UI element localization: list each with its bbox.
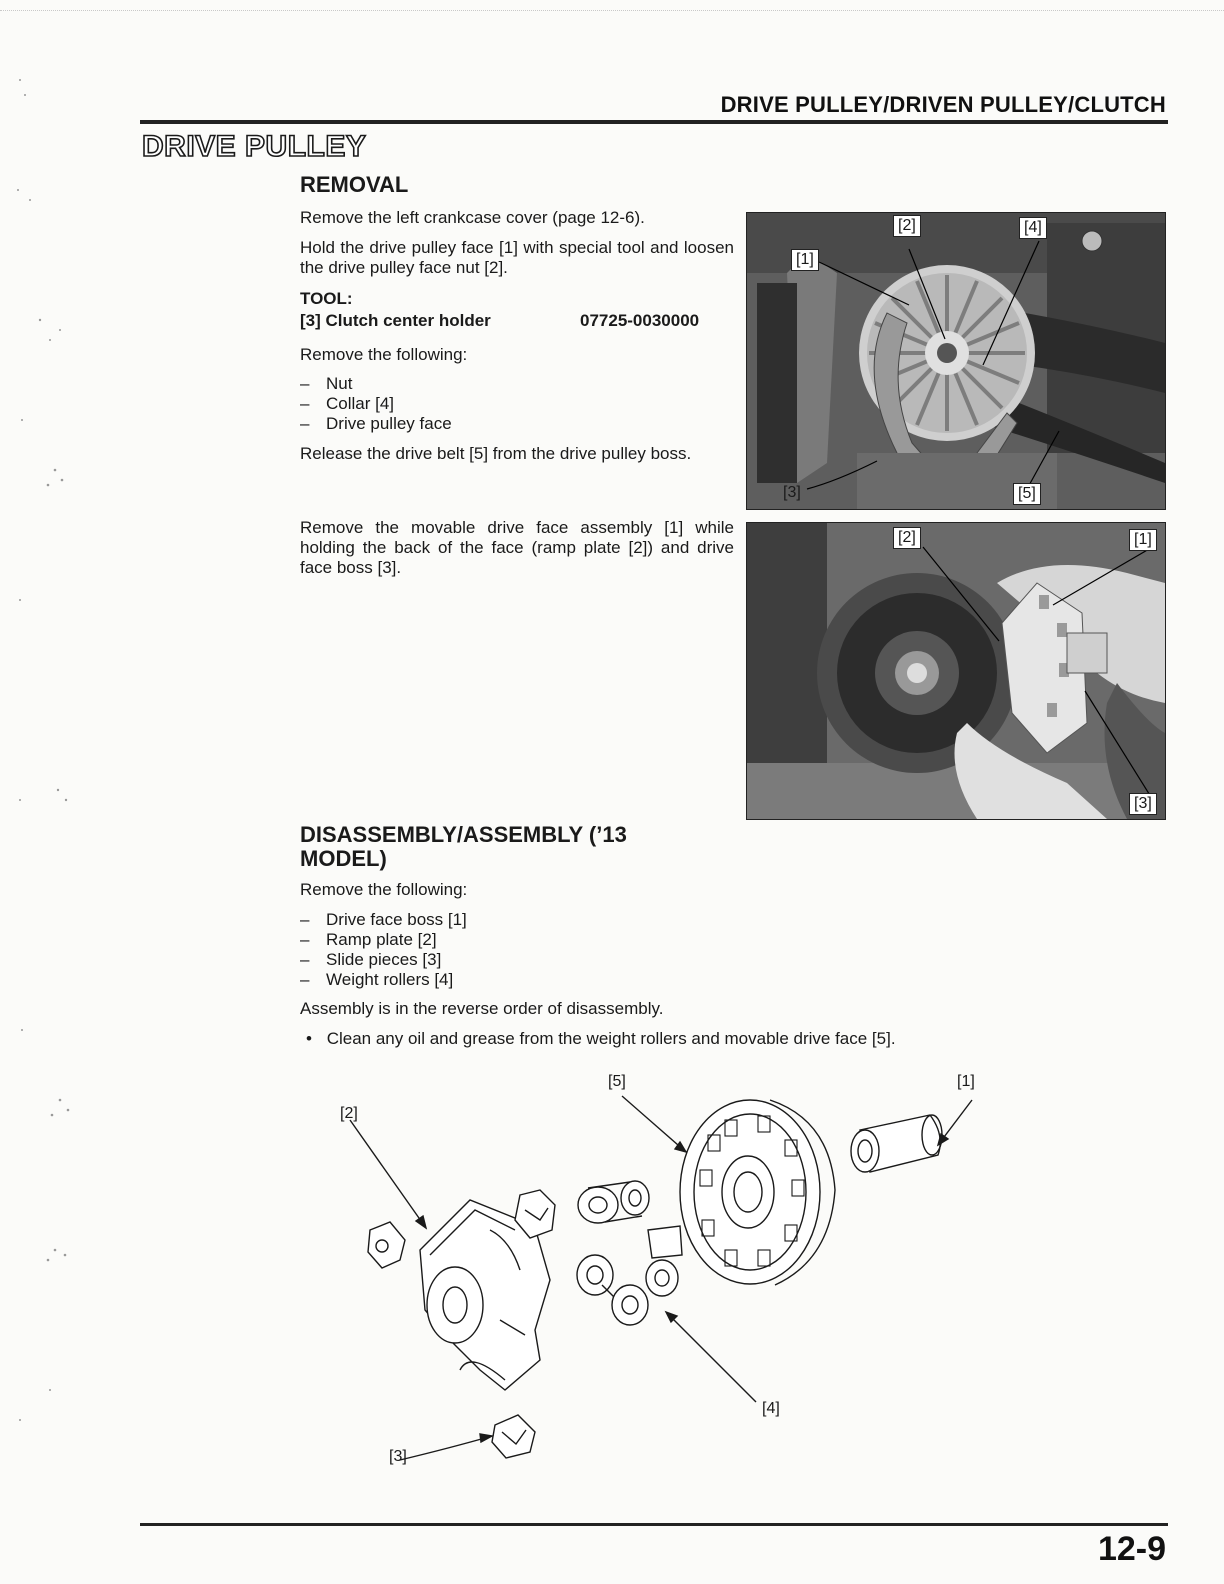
photo2-callout-2: [2] — [893, 527, 921, 549]
assembly-note: Assembly is in the reverse order of disassembly. — [300, 999, 664, 1018]
diagram-label-5: [5] — [608, 1073, 626, 1090]
remove-following-label: Remove the following: — [300, 345, 468, 364]
movable-drive-face-part — [680, 1100, 835, 1285]
scan-top-edge — [0, 0, 1224, 11]
nut-part — [368, 1222, 405, 1268]
slide-piece-bottom-part — [492, 1415, 535, 1458]
exploded-view-diagram — [330, 1080, 990, 1490]
list-item: – Collar [4] — [300, 394, 395, 413]
tool-heading: TOOL: — [300, 289, 353, 308]
list-item: – Slide pieces [3] — [300, 950, 442, 969]
diagram-label-3: [3] — [389, 1448, 407, 1465]
removal-items-list — [300, 374, 452, 434]
disassembly-heading-line2: MODEL) — [300, 846, 387, 871]
photo-drive-pulley-removal — [746, 212, 1166, 510]
tool-number: 07725-0030000 — [580, 311, 700, 330]
release-belt-step: Release the drive belt [5] from the drive pulley boss. — [300, 444, 692, 463]
cleaning-bullet-text: Clean any oil and grease from the weight rollers and movable drive face [5]. — [326, 1029, 896, 1048]
page-number: 12-9 — [1097, 1530, 1166, 1568]
list-item: – Drive pulley face — [300, 414, 452, 433]
disassembly-heading — [300, 823, 627, 871]
bullet-glyph: • — [306, 1029, 312, 1048]
disassembly-remove-following: Remove the following: — [300, 880, 468, 899]
footer-rule — [140, 1523, 1168, 1526]
photo1-callout-2: [2] — [893, 215, 921, 237]
list-item: – Weight rollers [4] — [300, 970, 454, 989]
photo2-callout-3: [3] — [1129, 793, 1157, 815]
list-item: – Drive face boss [1] — [300, 910, 467, 929]
movable-face-step: Remove the movable drive face assembly [1] while holding the back of the face (ramp plate [2]) and drive face boss [3]. — [300, 518, 734, 577]
diagram-label-4: [4] — [762, 1400, 780, 1417]
cleaning-bullet — [306, 1029, 896, 1049]
removal-heading: REMOVAL — [300, 172, 409, 197]
photo1-callout-1: [1] — [791, 249, 819, 271]
removal-step-hold: Hold the drive pulley face [1] with special tool and loosen the drive pulley face nut [2]. — [300, 238, 734, 277]
scan-margin-noise — [0, 40, 90, 1540]
photo1-callout-4: [4] — [1019, 217, 1047, 239]
disassembly-heading-line1: DISASSEMBLY/ASSEMBLY (’13 — [300, 822, 627, 847]
chapter-title: DRIVE PULLEY/DRIVEN PULLEY/CLUTCH — [720, 92, 1166, 117]
tool-name: [3] Clutch center holder — [300, 311, 491, 330]
list-item: – Nut — [300, 374, 353, 393]
header-rule — [140, 120, 1168, 124]
photo1-callout-5: [5] — [1013, 483, 1041, 505]
photo-movable-face-removal — [746, 522, 1166, 820]
section-title: DRIVE PULLEY — [142, 130, 367, 163]
photo2-callout-1: [1] — [1129, 529, 1157, 551]
list-item: – Ramp plate [2] — [300, 930, 437, 949]
photo1-callout-3: [3] — [783, 484, 801, 501]
diagram-label-1: [1] — [957, 1073, 975, 1090]
drive-face-boss-part — [851, 1115, 942, 1172]
disassembly-items-list — [300, 910, 467, 990]
diagram-label-2: [2] — [340, 1105, 358, 1122]
removal-step-cover: Remove the left crankcase cover (page 12-6). — [300, 208, 645, 227]
weight-rollers-part — [577, 1181, 682, 1325]
